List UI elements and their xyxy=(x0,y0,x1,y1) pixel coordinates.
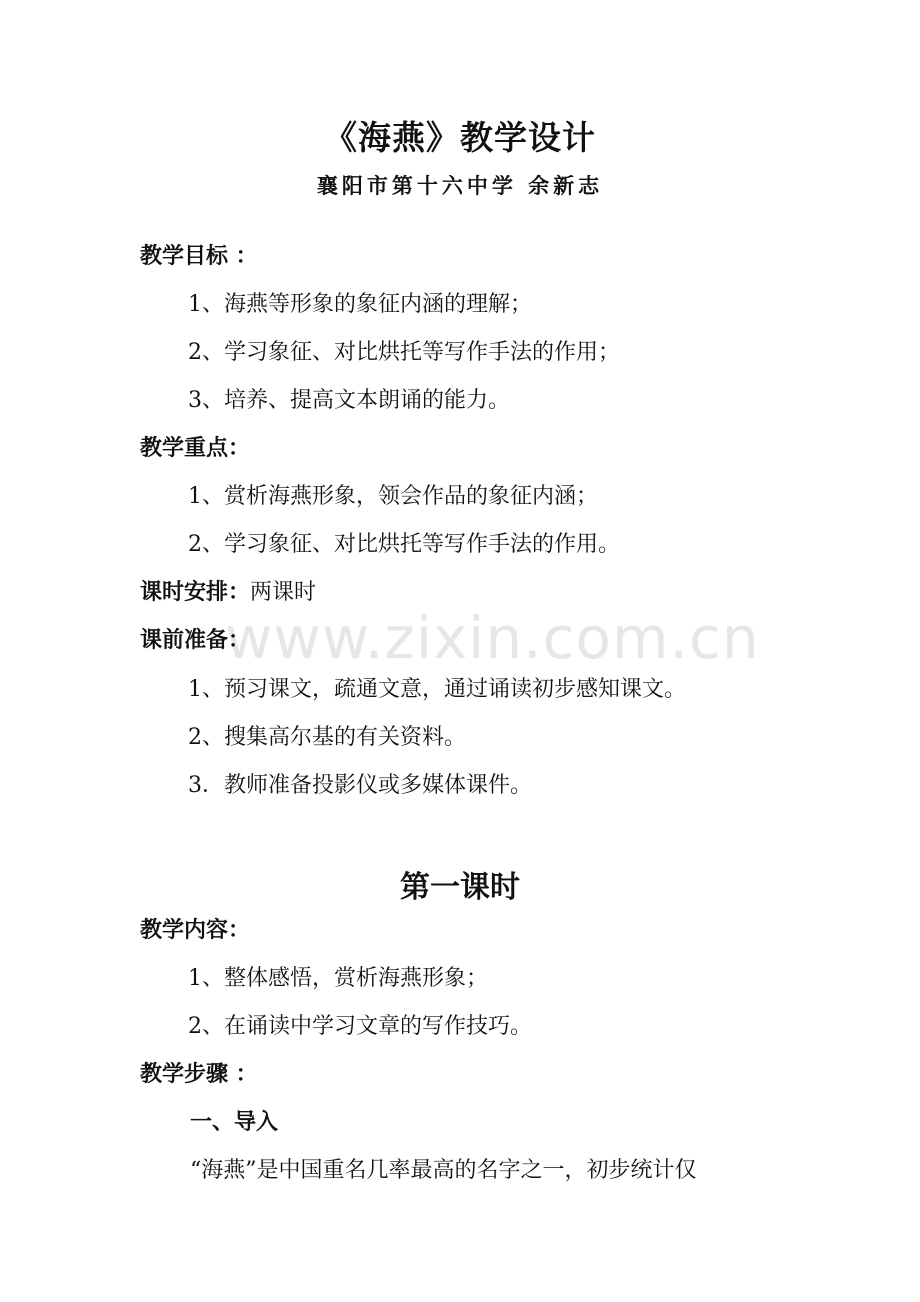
objective-item-1: 1、海燕等形象的象征内涵的理解； xyxy=(188,292,532,317)
lesson-content-item-1: 1、整体感悟，赏析海燕形象； xyxy=(188,966,488,991)
objectives-heading: 教学目标 ： xyxy=(140,244,258,269)
author-line: 襄阳市第十六中学 余新志 xyxy=(316,173,604,198)
key-point-item-2: 2、学习象征、对比烘托等写作手法的作用。 xyxy=(188,532,620,557)
preparation-heading: 课前准备： xyxy=(140,628,251,653)
key-point-item-1: 1、赏析海燕形象，领会作品的象征内涵； xyxy=(188,484,598,509)
objective-item-2: 2、学习象征、对比烘托等写作手法的作用； xyxy=(188,340,620,365)
step-1-heading: 一、导入 xyxy=(190,1110,279,1135)
lesson-content-item-2: 2、在诵读中学习文章的写作技巧。 xyxy=(188,1014,532,1039)
lesson-one-title: 第一课时 xyxy=(400,870,520,905)
watermark: www.zixin.com.cn xyxy=(225,604,760,672)
schedule-value: 两课时 xyxy=(250,580,317,605)
preparation-item-2: 2、搜集高尔基的有关资料。 xyxy=(188,725,466,750)
schedule-row xyxy=(140,578,880,608)
steps-heading: 教学步骤 ： xyxy=(140,1062,258,1087)
schedule-heading: 课时安排： xyxy=(140,580,251,605)
key-points-heading: 教学重点： xyxy=(140,436,251,461)
preparation-item-3: 3．教师准备投影仪或多媒体课件。 xyxy=(188,773,532,798)
preparation-item-1: 1、预习课文，疏通文意，通过诵读初步感知课文。 xyxy=(188,677,686,702)
lesson-content-heading: 教学内容： xyxy=(140,918,251,943)
document-title: 《海燕》教学设计 xyxy=(324,118,596,157)
objective-item-3: 3、培养、提高文本朗诵的能力。 xyxy=(188,388,510,413)
step-1-text: “海燕”是中国重名几率最高的名字之一，初步统计仅 xyxy=(190,1158,697,1183)
